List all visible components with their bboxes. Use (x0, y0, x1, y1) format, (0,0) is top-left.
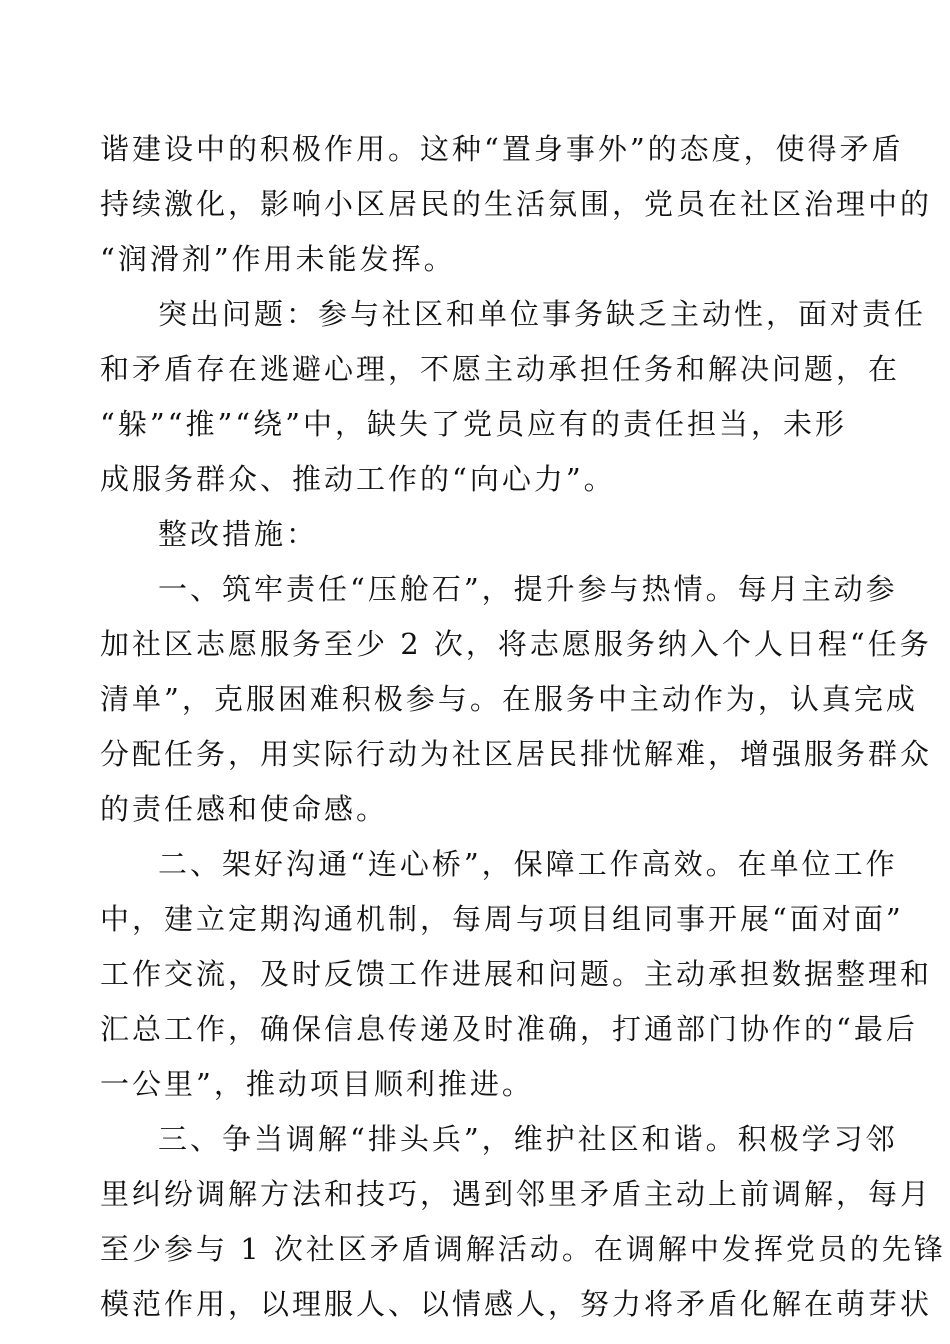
text-line: 汇总工作，确保信息传递及时准确，打通部门协作的“最后 (100, 1012, 918, 1046)
document-body (100, 122, 946, 1332)
paragraph-start-line: 二、架好沟通“连心桥”，保障工作高效。在单位工作 (158, 847, 898, 881)
text-line: “润滑剂”作用未能发挥。 (100, 242, 456, 276)
text-line: “躲”“推”“绕”中，缺失了党员应有的责任担当，未形 (100, 407, 847, 441)
text-line: 和矛盾存在逃避心理，不愿主动承担任务和解决问题，在 (100, 352, 901, 386)
text-line: 至少参与 1 次社区矛盾调解活动。在调解中发挥党员的先锋 (100, 1232, 946, 1266)
paragraph-start-line: 一、筑牢责任“压舱石”，提升参与热情。每月主动参 (158, 572, 898, 606)
text-line: 加社区志愿服务至少 2 次，将志愿服务纳入个人日程“任务 (100, 627, 932, 661)
text-line: 谐建设中的积极作用。这种“置身事外”的态度，使得矛盾 (100, 132, 904, 166)
text-line: 分配任务，用实际行动为社区居民排忧解难，增强服务群众 (100, 737, 933, 771)
text-line: 成服务群众、推动工作的“向心力”。 (100, 462, 616, 496)
text-line: 清单”，克服困难积极参与。在服务中主动作为，认真完成 (100, 682, 918, 716)
paragraph-start-line: 突出问题：参与社区和单位事务缺乏主动性，面对责任 (158, 297, 927, 331)
text-line: 持续激化，影响小区居民的生活氛围，党员在社区治理中的 (100, 187, 933, 221)
paragraph-start-line: 三、争当调解“排头兵”，维护社区和谐。积极学习邻 (158, 1122, 898, 1156)
text-line: 模范作用，以理服人、以情感人，努力将矛盾化解在萌芽状 (100, 1287, 933, 1321)
section-heading: 整改措施： (158, 517, 319, 551)
text-line: 里纠纷调解方法和技巧，遇到邻里矛盾主动上前调解，每月 (100, 1177, 933, 1211)
text-line: 一公里”，推动项目顺利推进。 (100, 1067, 534, 1101)
text-line: 中，建立定期沟通机制，每周与项目组同事开展“面对面” (100, 902, 904, 936)
text-line: 工作交流，及时反馈工作进展和问题。主动承担数据整理和 (100, 957, 933, 991)
text-line: 的责任感和使命感。 (100, 792, 389, 826)
